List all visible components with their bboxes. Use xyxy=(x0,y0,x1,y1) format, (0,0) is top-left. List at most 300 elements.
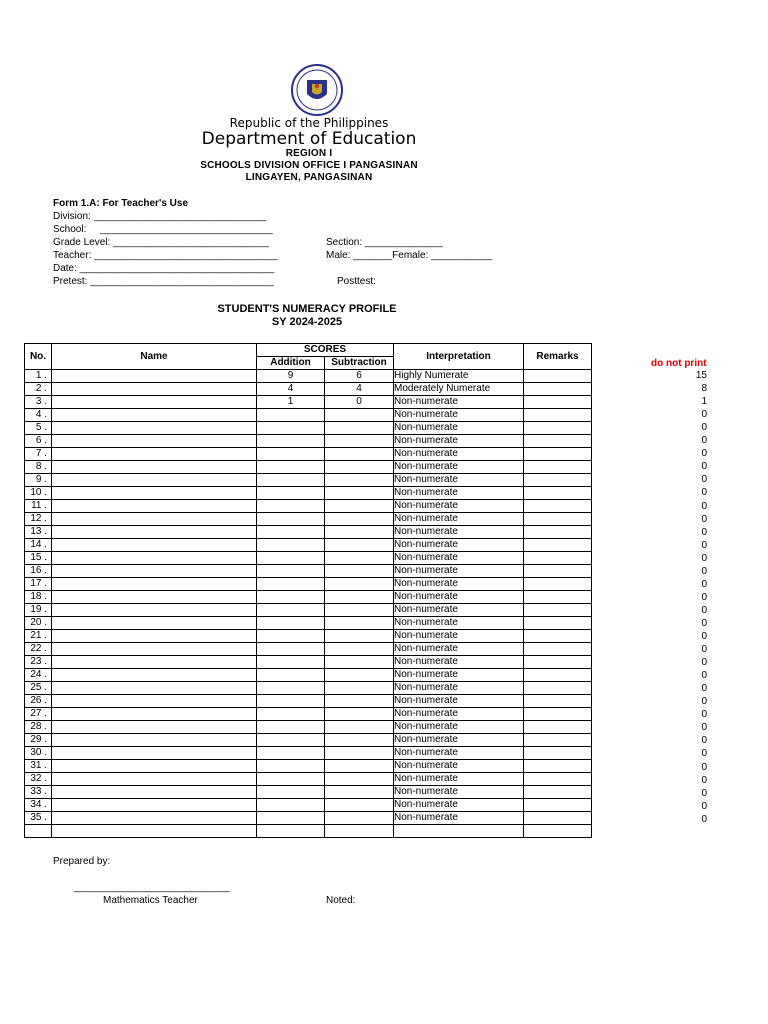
cell-interpretation: Non-numerate xyxy=(394,786,524,799)
posttest-field: Posttest: xyxy=(337,276,376,287)
city: LINGAYEN, PANGASINAN xyxy=(245,172,373,183)
table-row-empty xyxy=(25,825,592,838)
cell-remarks xyxy=(524,500,592,513)
cell-no: 28 . xyxy=(25,721,52,734)
cell-name xyxy=(52,578,257,591)
cell-name xyxy=(52,370,257,383)
side-count-value: 0 xyxy=(701,552,707,564)
cell-no: 23 . xyxy=(25,656,52,669)
cell-subtraction xyxy=(325,604,394,617)
cell-addition xyxy=(257,708,325,721)
table-row xyxy=(25,773,592,786)
side-count-value: 0 xyxy=(701,748,707,760)
cell-name xyxy=(52,565,257,578)
cell-subtraction: 6 xyxy=(325,370,394,383)
side-count-value: 0 xyxy=(701,539,707,551)
side-count-value: 0 xyxy=(701,409,707,421)
cell-no: 20 . xyxy=(25,617,52,630)
header-addition: Addition xyxy=(257,357,325,370)
cell-interpretation: Non-numerate xyxy=(394,513,524,526)
cell-name xyxy=(52,708,257,721)
pretest-field: Pretest: _________________________________ xyxy=(53,276,274,287)
cell-addition xyxy=(257,513,325,526)
table-row xyxy=(25,591,592,604)
noted-label: Noted: xyxy=(326,895,356,906)
side-count-value: 0 xyxy=(701,578,707,590)
cell-subtraction xyxy=(325,643,394,656)
cell-subtraction xyxy=(325,747,394,760)
side-count-value: 0 xyxy=(701,591,707,603)
table-row xyxy=(25,474,592,487)
division-office: SCHOOLS DIVISION OFFICE I PANGASINAN xyxy=(200,160,418,171)
cell-interpretation: Non-numerate xyxy=(394,409,524,422)
cell-empty xyxy=(25,825,52,838)
cell-remarks xyxy=(524,591,592,604)
table-row xyxy=(25,409,592,422)
cell-no: 22 . xyxy=(25,643,52,656)
cell-addition: 9 xyxy=(257,370,325,383)
table-row xyxy=(25,695,592,708)
section-field: Section: ______________ xyxy=(326,237,443,248)
side-count-value: 0 xyxy=(701,487,707,499)
cell-subtraction xyxy=(325,773,394,786)
cell-subtraction xyxy=(325,461,394,474)
table-row xyxy=(25,383,592,396)
cell-subtraction xyxy=(325,422,394,435)
cell-no: 17 . xyxy=(25,578,52,591)
numeracy-table xyxy=(24,343,592,838)
cell-addition xyxy=(257,591,325,604)
cell-addition xyxy=(257,578,325,591)
cell-remarks xyxy=(524,448,592,461)
cell-no: 6 . xyxy=(25,435,52,448)
cell-empty xyxy=(257,825,325,838)
cell-no: 33 . xyxy=(25,786,52,799)
table-row xyxy=(25,370,592,383)
cell-interpretation: Highly Numerate xyxy=(394,370,524,383)
teacher-role: Mathematics Teacher xyxy=(103,895,198,906)
cell-interpretation: Non-numerate xyxy=(394,539,524,552)
cell-remarks xyxy=(524,799,592,812)
cell-interpretation: Non-numerate xyxy=(394,695,524,708)
cell-name xyxy=(52,682,257,695)
cell-name xyxy=(52,747,257,760)
cell-empty xyxy=(394,825,524,838)
prepared-by-label: Prepared by: xyxy=(53,856,111,867)
cell-no: 19 . xyxy=(25,604,52,617)
side-count-value: 15 xyxy=(695,370,707,381)
table-row xyxy=(25,708,592,721)
table-row xyxy=(25,656,592,669)
table-row xyxy=(25,396,592,409)
table-row xyxy=(25,435,592,448)
cell-remarks xyxy=(524,539,592,552)
table-row xyxy=(25,630,592,643)
cell-remarks xyxy=(524,656,592,669)
cell-addition xyxy=(257,409,325,422)
cell-interpretation: Non-numerate xyxy=(394,565,524,578)
cell-name xyxy=(52,786,257,799)
cell-name xyxy=(52,487,257,500)
cell-no: 3 . xyxy=(25,396,52,409)
side-count-value: 0 xyxy=(701,565,707,577)
country-name: Republic of the Philippines xyxy=(229,116,389,130)
cell-name xyxy=(52,695,257,708)
cell-interpretation: Non-numerate xyxy=(394,552,524,565)
cell-remarks xyxy=(524,552,592,565)
cell-name xyxy=(52,500,257,513)
cell-addition xyxy=(257,630,325,643)
cell-interpretation: Non-numerate xyxy=(394,526,524,539)
table-row xyxy=(25,422,592,435)
cell-no: 30 . xyxy=(25,747,52,760)
cell-addition xyxy=(257,799,325,812)
side-count-value: 0 xyxy=(701,513,707,525)
side-count-value: 0 xyxy=(701,526,707,538)
deped-seal-logo xyxy=(285,64,349,116)
cell-interpretation: Non-numerate xyxy=(394,578,524,591)
cell-name xyxy=(52,526,257,539)
cell-interpretation: Non-numerate xyxy=(394,799,524,812)
cell-subtraction xyxy=(325,565,394,578)
male-female-field: Male: _______Female: ___________ xyxy=(326,250,493,261)
cell-addition xyxy=(257,565,325,578)
department-name: Department of Education xyxy=(201,129,417,149)
table-row xyxy=(25,617,592,630)
cell-addition xyxy=(257,695,325,708)
cell-subtraction xyxy=(325,812,394,825)
cell-remarks xyxy=(524,370,592,383)
side-count-value: 0 xyxy=(701,800,707,812)
cell-subtraction: 0 xyxy=(325,396,394,409)
cell-interpretation: Non-numerate xyxy=(394,487,524,500)
cell-addition xyxy=(257,552,325,565)
do-not-print-label: do not print xyxy=(651,358,707,369)
cell-subtraction xyxy=(325,552,394,565)
cell-no: 27 . xyxy=(25,708,52,721)
cell-addition xyxy=(257,747,325,760)
cell-no: 31 . xyxy=(25,760,52,773)
school-field: School: _______________________________ xyxy=(53,224,273,235)
cell-interpretation: Non-numerate xyxy=(394,604,524,617)
table-row xyxy=(25,604,592,617)
cell-subtraction xyxy=(325,578,394,591)
cell-interpretation: Non-numerate xyxy=(394,422,524,435)
cell-interpretation: Non-numerate xyxy=(394,721,524,734)
cell-name xyxy=(52,760,257,773)
table-row xyxy=(25,682,592,695)
table-row xyxy=(25,799,592,812)
cell-no: 4 . xyxy=(25,409,52,422)
cell-addition xyxy=(257,422,325,435)
cell-addition xyxy=(257,500,325,513)
cell-no: 35 . xyxy=(25,812,52,825)
cell-addition: 4 xyxy=(257,383,325,396)
cell-addition xyxy=(257,773,325,786)
cell-interpretation: Moderately Numerate xyxy=(394,383,524,396)
cell-addition xyxy=(257,734,325,747)
cell-no: 21 . xyxy=(25,630,52,643)
side-count-value: 0 xyxy=(701,774,707,786)
cell-name xyxy=(52,630,257,643)
cell-name xyxy=(52,396,257,409)
cell-empty xyxy=(524,825,592,838)
cell-no: 7 . xyxy=(25,448,52,461)
side-count-value: 0 xyxy=(701,657,707,669)
side-count-value: 0 xyxy=(701,683,707,695)
cell-remarks xyxy=(524,409,592,422)
side-count-value: 0 xyxy=(701,644,707,656)
cell-remarks xyxy=(524,773,592,786)
cell-name xyxy=(52,591,257,604)
table-row xyxy=(25,526,592,539)
cell-subtraction xyxy=(325,799,394,812)
cell-subtraction xyxy=(325,500,394,513)
side-count-value: 0 xyxy=(701,474,707,486)
cell-name xyxy=(52,513,257,526)
cell-interpretation: Non-numerate xyxy=(394,630,524,643)
cell-remarks xyxy=(524,682,592,695)
grade-level-field: Grade Level: ____________________________ xyxy=(53,237,269,248)
cell-interpretation: Non-numerate xyxy=(394,812,524,825)
cell-interpretation: Non-numerate xyxy=(394,500,524,513)
cell-interpretation: Non-numerate xyxy=(394,591,524,604)
cell-name xyxy=(52,435,257,448)
cell-name xyxy=(52,474,257,487)
cell-remarks xyxy=(524,734,592,747)
cell-name xyxy=(52,669,257,682)
cell-remarks xyxy=(524,513,592,526)
cell-interpretation: Non-numerate xyxy=(394,773,524,786)
cell-no: 13 . xyxy=(25,526,52,539)
cell-addition xyxy=(257,786,325,799)
cell-addition xyxy=(257,448,325,461)
cell-addition xyxy=(257,721,325,734)
cell-no: 9 . xyxy=(25,474,52,487)
cell-subtraction xyxy=(325,435,394,448)
cell-interpretation: Non-numerate xyxy=(394,474,524,487)
cell-subtraction xyxy=(325,539,394,552)
school-year: SY 2024-2025 xyxy=(271,316,343,328)
cell-remarks xyxy=(524,695,592,708)
table-row xyxy=(25,565,592,578)
cell-remarks xyxy=(524,487,592,500)
cell-addition xyxy=(257,682,325,695)
cell-remarks xyxy=(524,422,592,435)
side-count-value: 0 xyxy=(701,448,707,460)
cell-name xyxy=(52,604,257,617)
cell-remarks xyxy=(524,669,592,682)
cell-no: 34 . xyxy=(25,799,52,812)
side-count-value: 0 xyxy=(701,461,707,473)
teacher-field: Teacher: _________________________________ xyxy=(53,250,278,261)
cell-no: 26 . xyxy=(25,695,52,708)
cell-subtraction xyxy=(325,734,394,747)
table-row xyxy=(25,552,592,565)
cell-no: 5 . xyxy=(25,422,52,435)
cell-addition xyxy=(257,539,325,552)
table-row xyxy=(25,539,592,552)
cell-subtraction xyxy=(325,591,394,604)
cell-subtraction xyxy=(325,708,394,721)
cell-interpretation: Non-numerate xyxy=(394,747,524,760)
cell-name xyxy=(52,656,257,669)
cell-remarks xyxy=(524,760,592,773)
cell-no: 18 . xyxy=(25,591,52,604)
division-field: Division: _______________________________ xyxy=(53,211,266,222)
table-row xyxy=(25,812,592,825)
region: REGION I xyxy=(285,148,333,159)
cell-subtraction xyxy=(325,721,394,734)
cell-no: 12 . xyxy=(25,513,52,526)
cell-name xyxy=(52,383,257,396)
cell-no: 24 . xyxy=(25,669,52,682)
cell-remarks xyxy=(524,435,592,448)
side-count-value: 0 xyxy=(701,500,707,512)
cell-name xyxy=(52,799,257,812)
cell-empty xyxy=(325,825,394,838)
side-count-value: 0 xyxy=(701,631,707,642)
table-row xyxy=(25,760,592,773)
cell-no: 2 . xyxy=(25,383,52,396)
cell-no: 8 . xyxy=(25,461,52,474)
cell-interpretation: Non-numerate xyxy=(394,617,524,630)
header-name: Name xyxy=(52,344,257,370)
cell-subtraction xyxy=(325,630,394,643)
signature-line: ____________________________ xyxy=(74,882,230,893)
cell-interpretation: Non-numerate xyxy=(394,396,524,409)
cell-interpretation: Non-numerate xyxy=(394,669,524,682)
table-row xyxy=(25,721,592,734)
cell-name xyxy=(52,448,257,461)
form-title: Form 1.A: For Teacher's Use xyxy=(53,198,189,209)
cell-remarks xyxy=(524,812,592,825)
side-count-value: 0 xyxy=(701,813,707,825)
cell-subtraction xyxy=(325,409,394,422)
side-count-value: 0 xyxy=(701,735,707,747)
cell-remarks xyxy=(524,383,592,396)
cell-addition xyxy=(257,435,325,448)
cell-no: 14 . xyxy=(25,539,52,552)
cell-subtraction xyxy=(325,513,394,526)
cell-remarks xyxy=(524,708,592,721)
cell-remarks xyxy=(524,643,592,656)
header-interpretation: Interpretation xyxy=(394,344,524,370)
cell-empty xyxy=(52,825,257,838)
cell-addition xyxy=(257,474,325,487)
cell-addition xyxy=(257,760,325,773)
side-count-value: 0 xyxy=(701,670,707,682)
cell-no: 1 . xyxy=(25,370,52,383)
cell-remarks xyxy=(524,630,592,643)
cell-no: 29 . xyxy=(25,734,52,747)
cell-subtraction xyxy=(325,695,394,708)
table-row xyxy=(25,578,592,591)
cell-remarks xyxy=(524,617,592,630)
cell-subtraction xyxy=(325,669,394,682)
table-row xyxy=(25,461,592,474)
cell-subtraction xyxy=(325,682,394,695)
side-count-value: 0 xyxy=(701,617,707,629)
side-count-value: 1 xyxy=(701,396,707,408)
side-count-value: 0 xyxy=(701,709,707,721)
cell-remarks xyxy=(524,565,592,578)
side-count-value: 0 xyxy=(701,696,707,708)
cell-name xyxy=(52,773,257,786)
cell-remarks xyxy=(524,604,592,617)
cell-subtraction xyxy=(325,760,394,773)
table-row xyxy=(25,500,592,513)
cell-addition xyxy=(257,604,325,617)
cell-subtraction xyxy=(325,617,394,630)
header-subtraction: Subtraction xyxy=(325,357,394,370)
profile-title: STUDENT'S NUMERACY PROFILE xyxy=(217,303,397,315)
table-row xyxy=(25,643,592,656)
cell-name xyxy=(52,409,257,422)
side-count-value: 0 xyxy=(701,422,707,434)
cell-interpretation: Non-numerate xyxy=(394,656,524,669)
cell-name xyxy=(52,734,257,747)
cell-remarks xyxy=(524,721,592,734)
cell-subtraction xyxy=(325,487,394,500)
header-scores: SCORES xyxy=(257,344,394,357)
cell-remarks xyxy=(524,747,592,760)
table-row xyxy=(25,786,592,799)
cell-no: 25 . xyxy=(25,682,52,695)
table-row xyxy=(25,669,592,682)
cell-name xyxy=(52,812,257,825)
cell-name xyxy=(52,643,257,656)
cell-addition xyxy=(257,643,325,656)
cell-addition xyxy=(257,669,325,682)
cell-name xyxy=(52,461,257,474)
cell-no: 16 . xyxy=(25,565,52,578)
cell-subtraction xyxy=(325,448,394,461)
cell-remarks xyxy=(524,461,592,474)
side-count-value: 0 xyxy=(701,761,707,773)
cell-name xyxy=(52,721,257,734)
cell-interpretation: Non-numerate xyxy=(394,435,524,448)
cell-addition xyxy=(257,487,325,500)
cell-interpretation: Non-numerate xyxy=(394,708,524,721)
date-field: Date: ___________________________________ xyxy=(53,263,275,274)
table-row xyxy=(25,734,592,747)
cell-remarks xyxy=(524,578,592,591)
cell-remarks xyxy=(524,396,592,409)
cell-subtraction xyxy=(325,474,394,487)
cell-addition xyxy=(257,617,325,630)
cell-no: 11 . xyxy=(25,500,52,513)
side-count-value: 0 xyxy=(701,604,707,616)
cell-addition: 1 xyxy=(257,396,325,409)
cell-remarks xyxy=(524,786,592,799)
cell-name xyxy=(52,422,257,435)
cell-remarks xyxy=(524,526,592,539)
cell-subtraction: 4 xyxy=(325,383,394,396)
cell-no: 15 . xyxy=(25,552,52,565)
cell-addition xyxy=(257,461,325,474)
cell-name xyxy=(52,617,257,630)
header-remarks: Remarks xyxy=(524,344,592,370)
header-no: No. xyxy=(25,344,52,370)
side-count-value: 0 xyxy=(701,787,707,799)
table-row xyxy=(25,448,592,461)
cell-addition xyxy=(257,656,325,669)
cell-interpretation: Non-numerate xyxy=(394,760,524,773)
cell-interpretation: Non-numerate xyxy=(394,461,524,474)
cell-interpretation: Non-numerate xyxy=(394,643,524,656)
table-row xyxy=(25,513,592,526)
